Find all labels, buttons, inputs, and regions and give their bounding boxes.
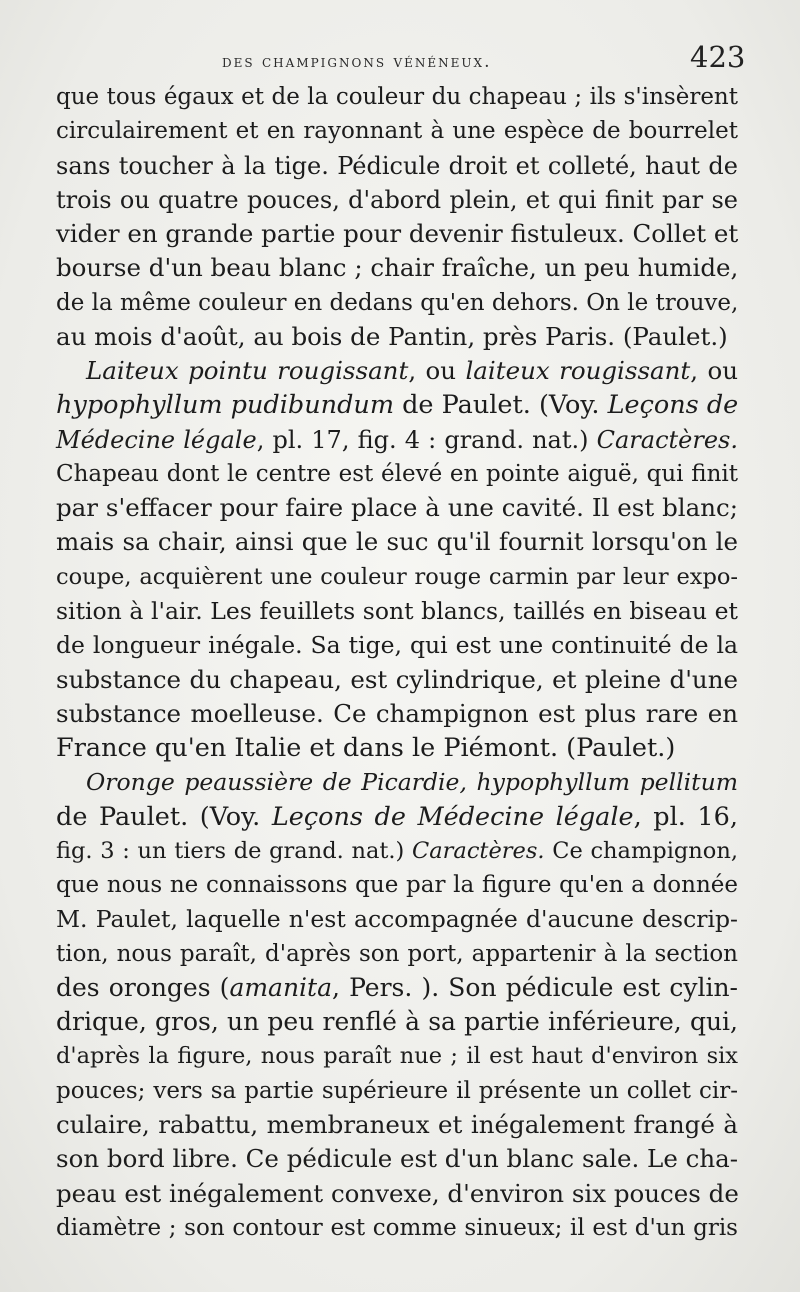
text-segment: , ou [690, 356, 738, 386]
text-line [56, 765, 738, 799]
body-text [56, 80, 738, 1245]
text-line [56, 1142, 738, 1176]
text-segment: diamètre ; son contour est comme sinueux; il est d'un gris [56, 1214, 738, 1241]
text-segment: des oronges ( [56, 972, 230, 1002]
italic-text: laiteux rougissant [465, 356, 691, 386]
text-line [56, 834, 738, 868]
text-line [56, 217, 738, 251]
text-line [56, 423, 738, 457]
italic-text: Laiteux pointu rougissant [86, 356, 409, 386]
text-line [56, 902, 738, 936]
running-head: des champignons vénéneux. [222, 52, 492, 72]
text-segment: coupe, acquièrent une couleur rouge carmin par leur expo- [56, 563, 738, 590]
text-line [56, 1005, 738, 1039]
text-line [56, 491, 738, 525]
text-segment: Chapeau dont le centre est élevé en pointe aiguë, qui finit [56, 460, 738, 487]
text-segment: substance moelleuse. Ce champignon est plus rare en [56, 698, 738, 728]
text-segment: drique, gros, un peu renflé à sa partie inférieure, qui, [56, 1007, 738, 1037]
text-line [56, 628, 738, 662]
text-line [56, 937, 738, 971]
text-segment: sition à l'air. Les feuillets sont blancs, taillés en biseau et [56, 596, 738, 625]
text-segment: substance du chapeau, est cylindrique, et pleine d'une [56, 664, 738, 694]
text-segment: que nous ne connaissons que par la figure qu'en a donnée [56, 872, 738, 899]
text-line [56, 594, 738, 628]
text-segment: d'après la figure, nous paraît nue ; il est haut d'environ six [56, 1043, 738, 1070]
text-line [56, 697, 738, 731]
text-line [56, 868, 738, 902]
text-segment: , ou [408, 356, 466, 386]
text-segment: son bord libre. Ce pédicule est d'un blanc sale. Le cha- [56, 1144, 738, 1174]
text-line [56, 1039, 738, 1073]
page-number: 423 [690, 40, 746, 74]
italic-text: Caractères. [412, 837, 545, 864]
text-segment: de Paulet. (Voy. [394, 390, 608, 421]
italic-text: Leçons de Médecine légale [271, 801, 634, 832]
text-segment: au mois d'août, au bois de Pantin, près Paris. (Paulet.) [56, 321, 728, 351]
text-line [56, 800, 738, 834]
text-segment: circulairement et en rayonnant à une espèce de bourrelet [56, 118, 738, 145]
text-segment: mais sa chair, ainsi que le suc qu'il fournit lorsqu'on le [56, 527, 738, 557]
text-line [56, 731, 738, 765]
text-segment: pouces; vers sa partie supérieure il présente un collet cir- [56, 1077, 738, 1104]
text-line [56, 388, 738, 422]
text-segment: tion, nous paraît, d'après son port, appartenir à la section [56, 940, 738, 967]
italic-text: Leçons de [607, 390, 739, 421]
italic-text: hypophyllum pudibundum [56, 390, 394, 421]
italic-text: Caractères. [596, 425, 738, 454]
text-segment: trois ou quatre pouces, d'abord plein, et qui finit par se [56, 185, 738, 214]
text-line [56, 114, 738, 148]
text-line [56, 354, 738, 388]
text-segment: vider en grande partie pour devenir fistuleux. Collet et [56, 219, 739, 249]
italic-text: Oronge peaussière de Picardie, hypophyllum pellitum [86, 768, 738, 797]
text-line [56, 1211, 738, 1245]
text-line [56, 149, 738, 183]
text-segment: de la même couleur en dedans qu'en dehors. On le trouve, [56, 289, 739, 316]
text-segment: , pl. 16, [633, 801, 738, 832]
text-line [56, 1177, 738, 1211]
italic-text: amanita [229, 972, 333, 1002]
text-line [56, 80, 738, 114]
text-segment: , pl. 17, fig. 4 : grand. nat.) [256, 425, 597, 454]
text-segment: Ce champignon, [544, 837, 738, 864]
text-segment: culaire, rabattu, membraneux et inégalement frangé à [56, 1109, 738, 1139]
text-segment: bourse d'un beau blanc ; chair fraîche, un peu humide, [56, 253, 739, 283]
text-line [56, 560, 738, 594]
text-segment: de Paulet. (Voy. [56, 801, 272, 832]
text-line [56, 525, 738, 559]
text-segment: France qu'en Italie et dans le Piémont. (Paulet.) [56, 733, 676, 764]
text-line [56, 183, 738, 217]
text-segment: que tous égaux et de la couleur du chapeau ; ils s'insèrent [56, 84, 738, 110]
text-segment: sans toucher à la tige. Pédicule droit et colleté, haut de [56, 151, 738, 180]
text-line [56, 663, 738, 697]
text-segment: par s'effacer pour faire place à une cavité. Il est blanc; [56, 493, 738, 523]
text-segment: fig. 3 : un tiers de grand. nat.) [56, 837, 413, 864]
text-segment: de longueur inégale. Sa tige, qui est une continuité de la [56, 631, 738, 660]
text-line [56, 251, 738, 285]
text-line [56, 1074, 738, 1108]
italic-text: Médecine légale [56, 425, 257, 454]
text-segment: M. Paulet, laquelle n'est accompagnée d'aucune descrip- [56, 905, 738, 934]
text-line [56, 320, 738, 354]
text-line [56, 1108, 738, 1142]
text-segment: peau est inégalement convexe, d'environ six pouces de [56, 1178, 739, 1208]
text-line [56, 971, 738, 1005]
text-line [56, 457, 738, 491]
text-segment: , Pers. ). Son pédicule est cylin- [332, 972, 738, 1002]
text-line [56, 286, 738, 320]
